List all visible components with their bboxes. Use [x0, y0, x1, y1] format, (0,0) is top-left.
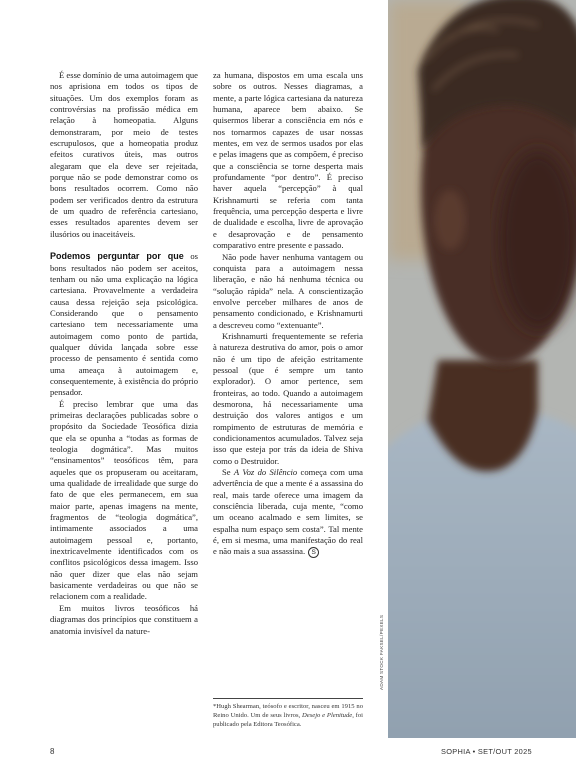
book-title: A Voz do Silêncio [233, 467, 298, 478]
footnote-text: , foi publicado pela Editora Teosófica. [213, 711, 363, 728]
paragraph: Em muitos livros teosóficos há diagramas dos princípios que constituem a anatomia invisível da nature- [50, 602, 198, 636]
footnote-book-title: Desejo e Plenitude [302, 711, 353, 719]
paragraph: Não pode haver nenhuma vantagem ou conquista para a autoimagem nessa liberação, e não há nenhuma técnica ou “solução rápida” nela. A conscientização envolve perceber milhares de anos de pensamento condicionado, e Krishnamurti a descreveu como “extenuante”. [213, 251, 363, 330]
paragraph: za humana, dispostos em uma escala uns sobre os outros. Nesses diagramas, a mente, a parte lógica cartesiana da natureza humana, aparece bem abaixo. Se quisermos liberar a consciência em nós e nos tornarmos capazes de usar nossas mentes, em vez de sermos usados por elas e pelas imagens que as compõem, é preciso que a consciência se torne desperta mais profundamente “por dentro”. É preciso haver aquela “percepção” à qual Krishnamurti se referia com tanta frequência, uma percepção desperta e livre de dualidade e escolha, livre de aprovação e desaprovação e de pensamento comparativo entre presente e passado. [213, 70, 363, 251]
page-number: 8 [50, 747, 55, 756]
paragraph [50, 251, 198, 398]
photo-credit: ADAM STOCK FAKSEL/PEXELS [379, 614, 384, 690]
paragraph [213, 467, 363, 558]
lead-in: Podemos perguntar por que [50, 251, 184, 262]
end-mark-icon: S [308, 547, 319, 558]
paragraph: Krishnamurti frequentemente se referia à natureza destrutiva do amor, pois o amor não é um tipo de afeição estritamente pessoal (que é sempre um tanto explorador). O amor pertence, sem fronteiras, ao todo. Quando a autoimagem desmorona, há necessariamente uma destruição dos valores antigos e um rompimento de estruturas de memória e condicionamentos acumulados. Talvez seja isso que esteja por trás da ideia de Shiva como o Destruidor. [213, 330, 363, 466]
paragraph: É esse domínio de uma autoimagem que nos aprisiona em todos os tipos de situações. Um dos exemplos foram as controvérsias na profissão médica em relação à homeopatia. Alguns demonstraram, por meio de testes escrupulosos, que a homeopatia produz efeitos curativos úteis, mas outros alegaram que ela deve ser rejeitada, porque não se pode demonstrar como os bons resultados ocorrem. Como não podem ser verificados dentro da estrutura de um quadro de referência cartesiano, esses resultados aparentes devem ser ilusórios ou inaceitáveis. [50, 70, 198, 239]
footnote-text: *Hugh Shearman, teósofo e escritor, nasceu em 1915 no Reino Unido. Um de seus livros, [213, 703, 363, 719]
running-footer: SOPHIA • SET/OUT 2025 [441, 747, 532, 756]
portrait-photo [388, 0, 576, 738]
paragraph: É preciso lembrar que uma das primeiras declarações publicadas sobre o propósito da Sociedade Teosófica dizia que ela se opunha a “todas as formas de teologia dogmática”. Mas muitos “ensinamentos” teosóficos têm, para aqueles que os propuseram ou aceitaram, uma qualidade de irrealidade que surge do fato de que eles permanecem, em sua maior parte, apenas imagens na mente, fragmentos de “teologia dogmática”, intimamente associados a uma autoimagem pessoal e, portanto, inextricavelmente identificados com os conflitos psicológicos dessa imagem. Isso não quer dizer que elas não sejam basicamente verdadeiras ou que não se relacionem com a realidade. [50, 398, 198, 602]
paragraph-text: começa com uma advertência de que a mente é a assassina do real, mais tarde oferece uma imagem da consciência liberada, cuja mente, “como um oceano acalmado e sem limites, se espalha num espaço sem costa”. Tal mente é, em si mesma, uma manifestação do real e não mais a sua assassina. [213, 467, 363, 557]
paragraph-text: Se [222, 467, 234, 478]
article-column-right [213, 70, 363, 558]
portrait-illustration [388, 0, 576, 738]
article-column-left [50, 70, 198, 637]
author-footnote [213, 698, 363, 729]
paragraph-text: os bons resultados não podem ser aceitos, tenham ou não uma explicação na lógica cartesiana. Provavelmente a verdadeira causa dessa rejeição seja psicológica. Considerando que o pensamento cartesiano tem necessariamente uma autoimagem como ponto de partida, qualquer dúvida lançada sobre esse processo de pensamento é sentida como uma ameaça à autoimagem e, consequentemente, à existência do próprio pensador. [50, 251, 198, 398]
